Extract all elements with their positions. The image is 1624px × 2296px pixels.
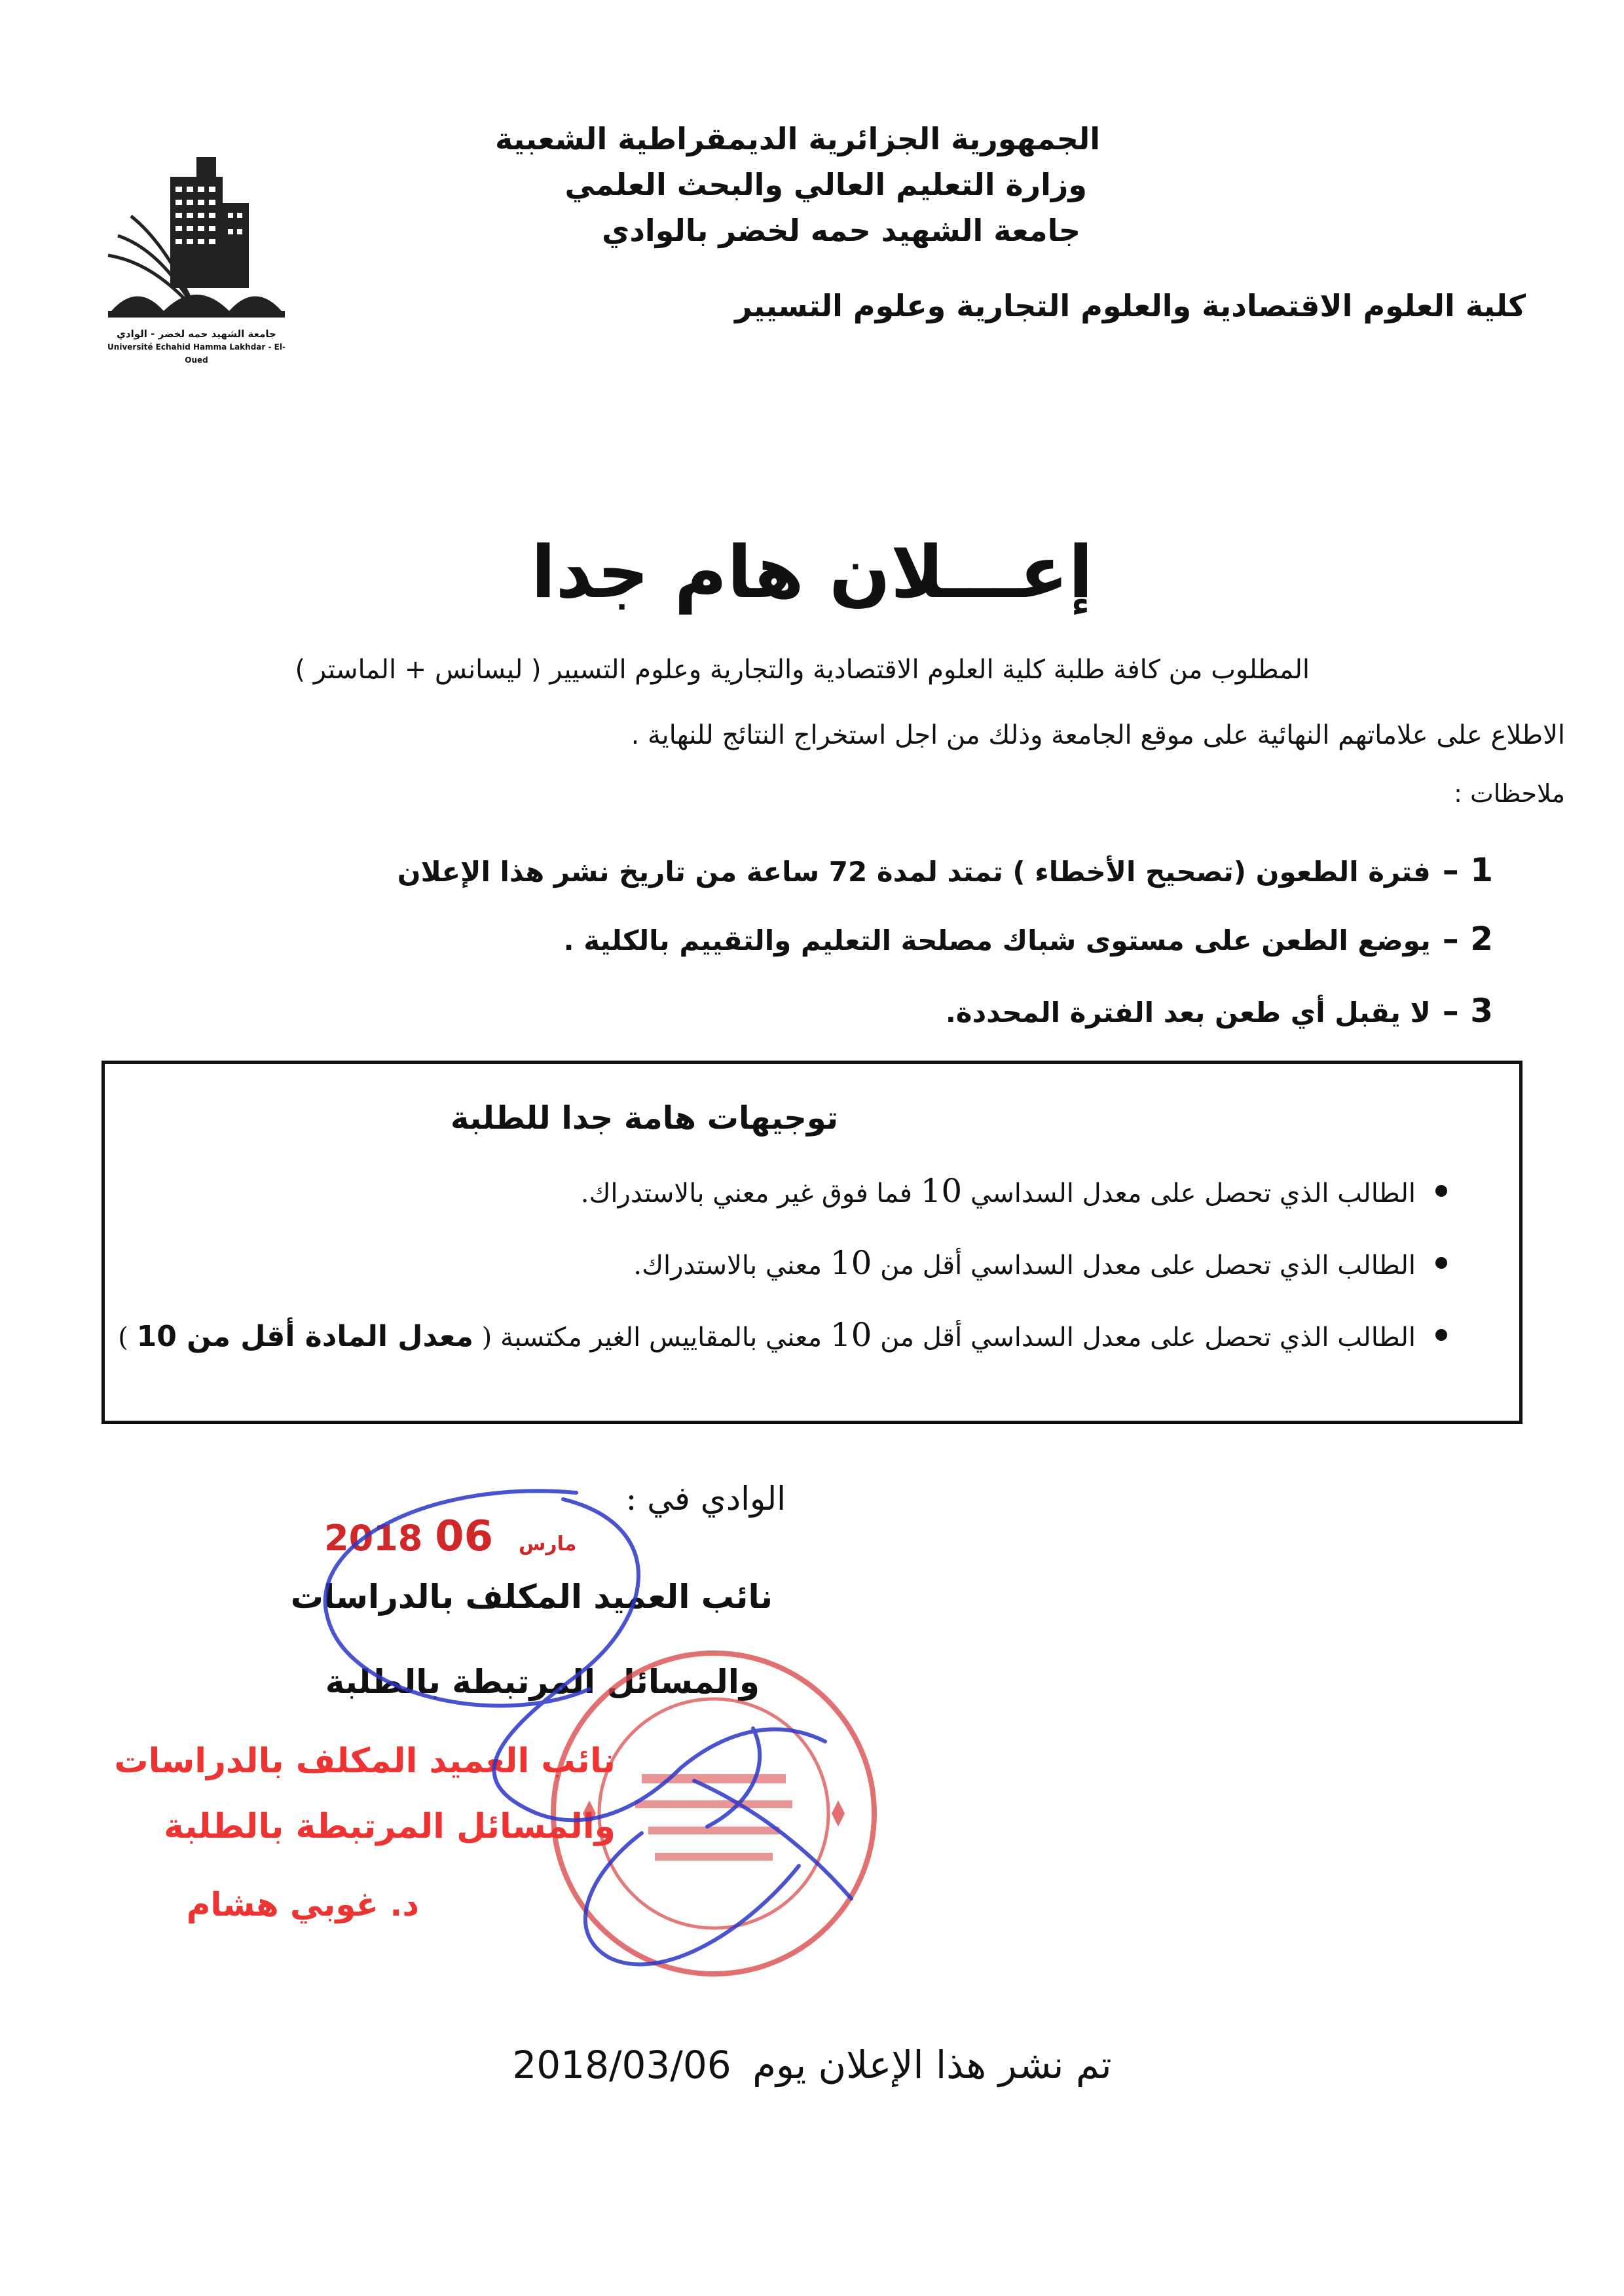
university-name: جامعة الشهيد حمه لخضر بالوادي	[602, 213, 1080, 248]
guidance-title: توجيهات هامة جدا للطلبة	[451, 1100, 838, 1137]
guidance-item-1-text-b: فما فوق غير معني بالاستدراك.	[580, 1178, 912, 1209]
notes-label: ملاحظات :	[1454, 779, 1565, 808]
guidance-item-2	[633, 1244, 1447, 1282]
note-number: 1 –	[1442, 851, 1493, 889]
guidance-item-1-text-a: الطالب الذي تحصل على معدل السداسي	[970, 1178, 1416, 1209]
published-text: تم نشر هذا الإعلان يوم	[752, 2043, 1112, 2087]
ministry-name: وزارة التعليم العالي والبحث العلمي	[564, 167, 1087, 202]
date-stamp-day: 06	[435, 1512, 494, 1561]
published-date: 2018/03/06	[512, 2043, 731, 2087]
guidance-item-3-text-a: الطالب الذي تحصل على معدل السداسي أقل من	[880, 1322, 1416, 1353]
note-text: فترة الطعون (تصحيح الأخطاء ) تمتد لمدة 72 ساعة من تاريخ نشر هذا الإعلان	[397, 856, 1431, 888]
note-3	[946, 992, 1493, 1030]
guidance-item-1-number: 10	[920, 1172, 963, 1210]
signatory-role-line-1: نائب العميد المكلف بالدراسات	[290, 1578, 773, 1616]
intro-line-1: المطلوب من كافة طلبة كلية العلوم الاقتصادية والتجارية وعلوم التسيير ( ليسانس + الماستر )	[295, 655, 1310, 685]
faculty-name: كلية العلوم الاقتصادية والعلوم التجارية وعلوم التسيير	[735, 288, 1526, 323]
bullet-icon	[1435, 1257, 1447, 1269]
note-text: يوضع الطعن على مستوى شباك مصلحة التعليم والتقييم بالكلية .	[563, 924, 1431, 957]
university-logo	[98, 151, 295, 327]
guidance-item-3-text-c: )	[118, 1322, 128, 1353]
guidance-item-3	[118, 1316, 1447, 1354]
logo-caption	[98, 327, 295, 367]
note-1	[397, 851, 1493, 889]
republic-name: الجمهورية الجزائرية الديمقراطية الشعبية	[494, 121, 1100, 156]
note-number: 3 –	[1442, 992, 1493, 1030]
date-stamp-year: 2018	[324, 1518, 423, 1559]
guidance-item-2-number: 10	[830, 1244, 872, 1282]
note-number: 2 –	[1442, 920, 1493, 958]
note-2	[564, 920, 1493, 958]
guidance-item-3-text-b: معني بالمقاييس الغير مكتسبة (	[481, 1322, 822, 1353]
announcement-title: إعـــلان هام جدا	[530, 530, 1094, 614]
note-text: لا يقبل أي طعن بعد الفترة المحددة.	[945, 996, 1431, 1029]
intro-line-2: الاطلاع على علاماتهم النهائية على موقع الجامعة وذلك من اجل استخراج النتائج للنهاية .	[631, 720, 1565, 750]
guidance-item-3-bold: معدل المادة أقل من 10	[136, 1320, 473, 1353]
guidance-box	[101, 1061, 1522, 1424]
signatory-role-line-2: والمسائل المرتبطة بالطلبة	[325, 1663, 760, 1701]
bullet-icon	[1435, 1329, 1447, 1341]
published-line	[0, 2043, 1624, 2087]
guidance-item-2-text-a: الطالب الذي تحصل على معدل السداسي أقل من	[880, 1250, 1416, 1281]
date-stamp	[324, 1512, 590, 1561]
date-stamp-month: مارس	[518, 1533, 577, 1556]
bullet-icon	[1435, 1185, 1447, 1197]
red-sig-role-line-1: نائب العميد المكلف بالدراسات	[114, 1741, 616, 1781]
guidance-item-1	[581, 1172, 1447, 1210]
logo-caption-ar: جامعة الشهيد حمه لخضر - الوادي	[117, 328, 276, 340]
guidance-item-3-number: 10	[830, 1316, 872, 1354]
red-sig-name: د. غوبي هشام	[186, 1886, 419, 1923]
signature-place: الوادي في :	[625, 1480, 786, 1518]
guidance-item-2-text-b: معني بالاستدراك.	[633, 1250, 822, 1281]
red-sig-role-line-2: والمسائل المرتبطة بالطلبة	[164, 1807, 616, 1846]
logo-caption-fr: Université Echahid Hamma Lakhdar - El-Oued	[107, 342, 286, 365]
